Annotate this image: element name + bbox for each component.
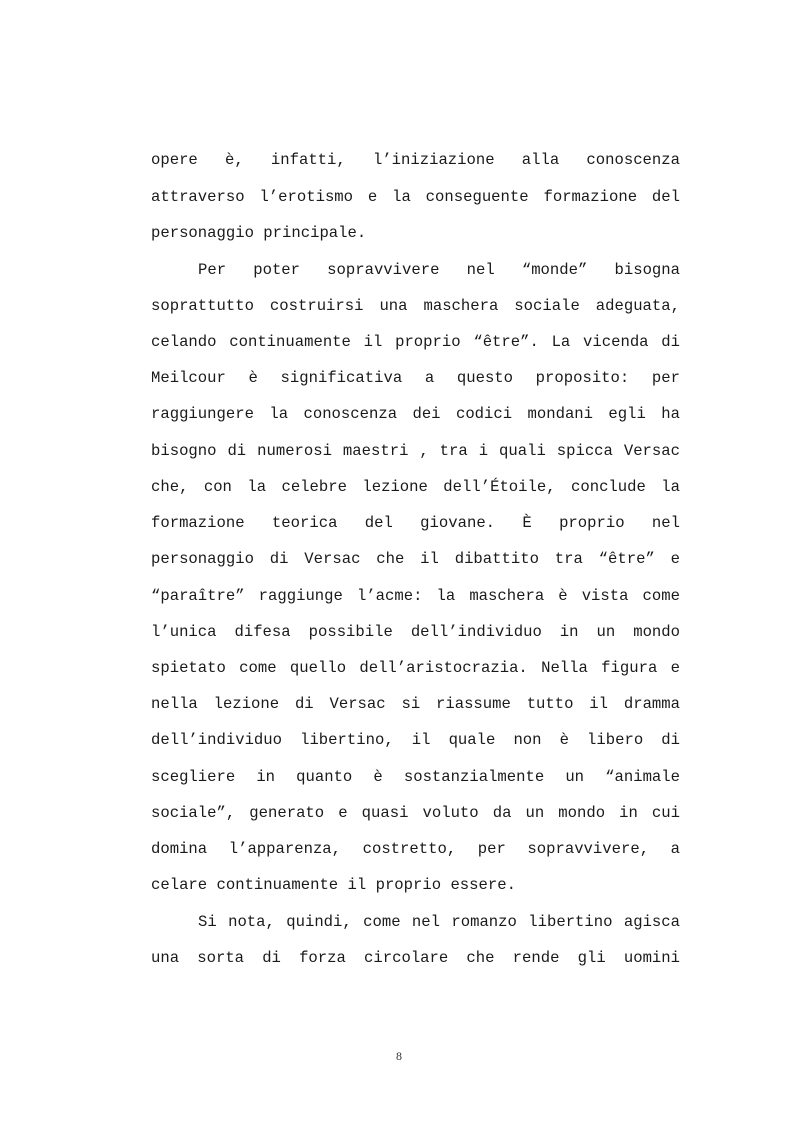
- paragraph-first-line: Per poter sopravvivere nel “monde” bisogna: [198, 261, 680, 279]
- text-line: l’unica difesa possibile dell’individuo in un mondo: [151, 623, 680, 641]
- text-line: celando continuamente il proprio “être”. La vicenda di: [151, 333, 680, 351]
- text-line: che, con la celebre lezione dell’Étoile, conclude la: [151, 478, 680, 496]
- text-line: “paraître” raggiunge l’acme: la maschera è vista come: [151, 587, 680, 605]
- paragraph-first-line: Si nota, quindi, come nel romanzo libertino agisca: [198, 913, 680, 931]
- text-line: Meilcour è significativa a questo proposito: per: [151, 369, 680, 387]
- text-line: sociale”, generato e quasi voluto da un mondo in cui: [151, 804, 680, 822]
- text-line: nella lezione di Versac si riassume tutto il dramma: [151, 695, 680, 713]
- text-line: spietato come quello dell’aristocrazia. Nella figura e: [151, 659, 680, 677]
- text-line: una sorta di forza circolare che rende gli uomini: [151, 949, 680, 967]
- text-line: bisogno di numerosi maestri , tra i quali spicca Versac: [151, 442, 680, 460]
- text-line: domina l’apparenza, costretto, per sopravvivere, a: [151, 840, 680, 858]
- page-number: 8: [396, 1049, 402, 1063]
- text-line: dell’individuo libertino, il quale non è libero di: [151, 731, 680, 749]
- text-line: celare continuamente il proprio essere.: [151, 876, 516, 894]
- text-line: personaggio principale.: [151, 224, 367, 242]
- text-line: soprattutto costruirsi una maschera sociale adeguata,: [151, 297, 680, 315]
- text-line: raggiungere la conoscenza dei codici mondani egli ha: [151, 405, 680, 423]
- text-line: formazione teorica del giovane. È proprio nel: [151, 514, 680, 532]
- text-line: personaggio di Versac che il dibattito tra “être” e: [151, 550, 680, 568]
- text-line: opere è, infatti, l’iniziazione alla conoscenza: [151, 151, 680, 169]
- text-line: attraverso l’erotismo e la conseguente formazione del: [151, 188, 680, 206]
- text-line: scegliere in quanto è sostanzialmente un “animale: [151, 768, 680, 786]
